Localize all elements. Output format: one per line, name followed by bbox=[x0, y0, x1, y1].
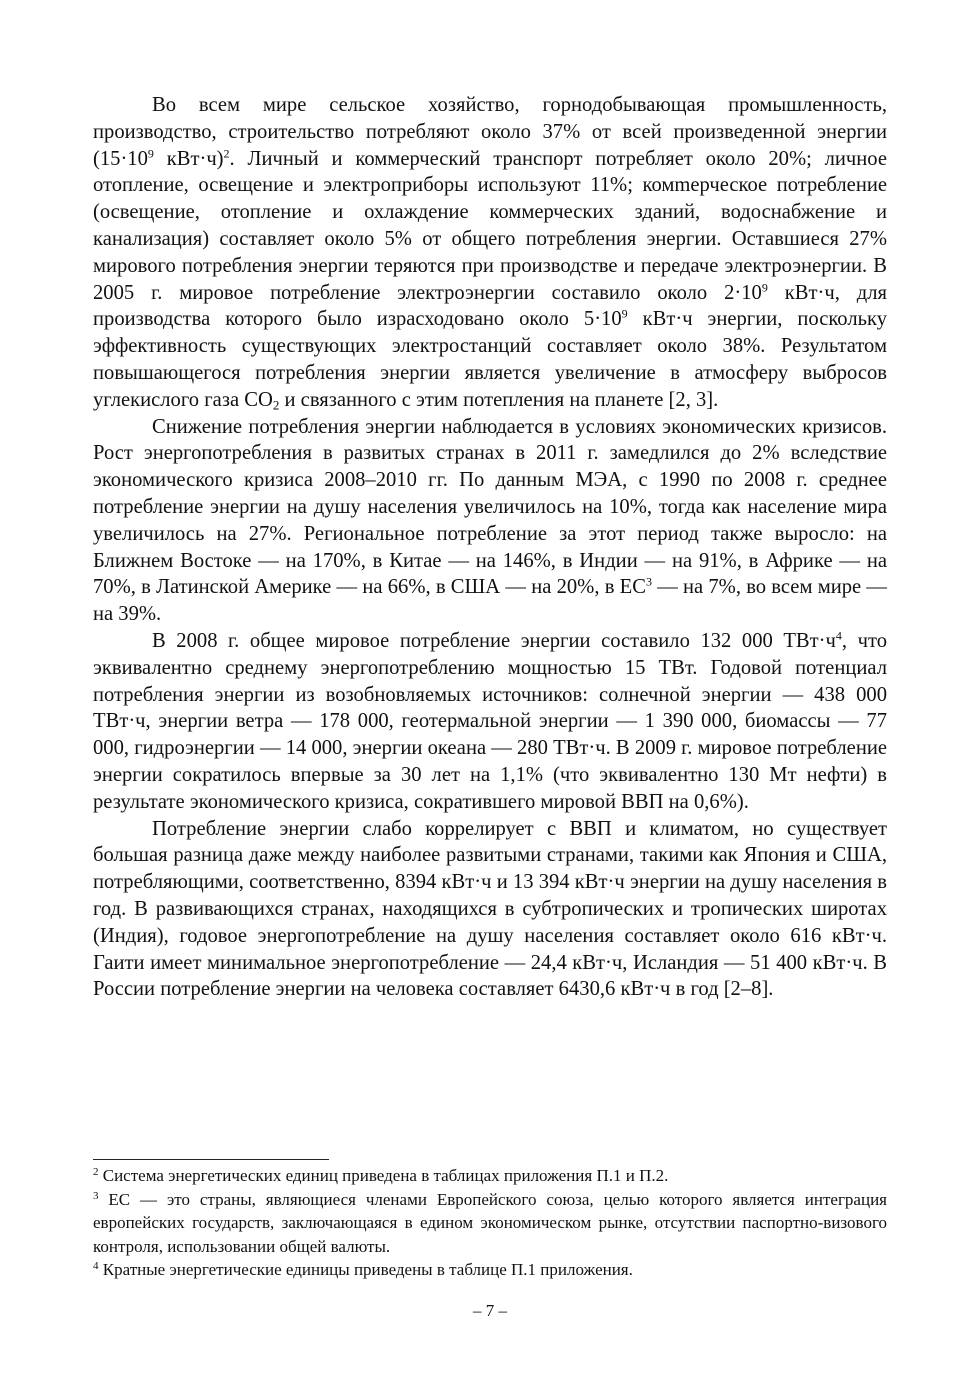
text-run: и связанного с этим потепления на планете [2, 3]. bbox=[279, 388, 719, 411]
superscript: 9 bbox=[147, 146, 154, 161]
paragraph-2 bbox=[93, 414, 887, 628]
paragraph-3 bbox=[93, 628, 887, 816]
page-body bbox=[93, 92, 887, 1003]
text-run: кВт·ч) bbox=[153, 147, 224, 170]
page-number: – 7 – bbox=[473, 1301, 507, 1320]
subscript: 2 bbox=[272, 397, 280, 413]
text-run: Потребление энергии слабо коррелирует с ВВП и климатом, но существует большая разница даже между наиболее развитыми странами, такими как Япония и США, потребляющими, соответственно, 8394 кВт·ч и 13 394 кВт·ч энергии на душу населения в год. В развивающихся странах, находящихся в субтропических и тропических широтах (Индия), годовое энергопотребление на душу населения составляет около 616 кВт·ч. Гаити имеет минимальное энергопотребление — 24,4 кВт·ч, Исландия — 51 400 кВт·ч. В России потребление энергии на человека составляет 6430,6 кВт·ч в год [2–8]. bbox=[93, 817, 887, 1001]
footnote-mark: 2 bbox=[93, 1165, 99, 1178]
body-text bbox=[93, 92, 887, 1003]
text-run: . Личный и коммерческий транспорт потребляет около 20%; личное отопление, освещение и электроприборы используют 11%; комmерческое потребление (освещение, отопление и охлаждение коммерческих зданий, водоснабжение и канализация) составляет около 5% от общего потребления энергии. Оставшиеся 27% мирового потребления энергии теряются при производстве и передаче электроэнергии. В 2005 г. мировое потребление электроэнергии составило около 2·10 bbox=[93, 147, 887, 304]
superscript: 2 bbox=[223, 146, 230, 161]
footnote-2 bbox=[93, 1164, 887, 1188]
footnote-mark: 3 bbox=[93, 1189, 99, 1202]
footnote-text: ЕС — это страны, являющиеся членами Европейского союза, целью которого является интеграция европейских государств, заключающаяся в едином экономическом рынке, отсутствии паспортно-визового контроля, использовании общей валюты. bbox=[93, 1189, 887, 1256]
text-run: кВт·ч, для производства которого было израсходовано около 5·10 bbox=[93, 281, 887, 331]
superscript: 9 bbox=[621, 306, 628, 321]
text-run: кВт·ч энергии, поскольку эффективность существующих электростанций составляет около 38%. Результатом повышающегося потребления энергии является увеличение в атмосферу выбросов углекислого газа CO bbox=[93, 308, 887, 411]
footnote-text: Кратные энергетические единицы приведены в таблице П.1 приложения. bbox=[98, 1260, 633, 1280]
footnote-3 bbox=[93, 1188, 887, 1259]
paragraph-1 bbox=[93, 92, 887, 414]
footnote-text: Система энергетических единиц приведена в таблицах приложения П.1 и П.2. bbox=[98, 1166, 669, 1185]
text-run: Снижение потребления энергии наблюдается в условиях экономических кризисов. Рост энергопотребления в развитых странах в 2011 г. замедлился до 2% вследствие экономического кризиса 2008–2010 гг. По данным МЭА, с 1990 по 2008 г. среднее потребление энергии на душу населения увеличилось на 10%, тогда как население мира увеличилось на 27%. Региональное потребление за этот период также выросло: на Ближнем Востоке — на 170%, в Китае — на 146%, в Индии — на 91%, в Африке — на 70%, в Латинской Америке — на 66%, в США — на 20%, в ЕС bbox=[93, 415, 887, 599]
footnote-4 bbox=[93, 1258, 887, 1282]
text-run: Во всем мире сельское хозяйство, горнодобывающая промышленность, производство, строительство потребляют около 37% от всей произведенной энергии (15·10 bbox=[93, 94, 887, 170]
superscript: 3 bbox=[645, 574, 652, 589]
superscript: 4 bbox=[835, 628, 842, 643]
text-run: , что эквивалентно среднему энергопотреблению мощностью 15 ТВт. Годовой потенциал потребления энергии из возобновляемых источников: солнечной энергии — 438 000 ТВт·ч, энергии ветра — 178 000, геотермальной энергии — 1 390 000, биомассы — 77 000, гидроэнергии — 14 000, энергии океана — 280 ТВт·ч. В 2009 г. мировое потребление энергии сократилось впервые за 30 лет на 1,1% (что эквивалентно 130 Мт нефти) в результате экономического кризиса, сократившего мировой ВВП на 0,6%). bbox=[93, 629, 887, 813]
text-run: В 2008 г. общее мировое потребление энергии составило 132 000 ТВт·ч bbox=[152, 629, 836, 652]
text-run: — на 7%, во всем мире — на 39%. bbox=[93, 576, 887, 626]
footnotes bbox=[93, 1164, 887, 1282]
superscript: 9 bbox=[761, 280, 768, 295]
paragraph-4 bbox=[93, 816, 887, 1004]
footnote-separator bbox=[93, 1159, 329, 1160]
footnote-mark: 4 bbox=[93, 1260, 99, 1273]
